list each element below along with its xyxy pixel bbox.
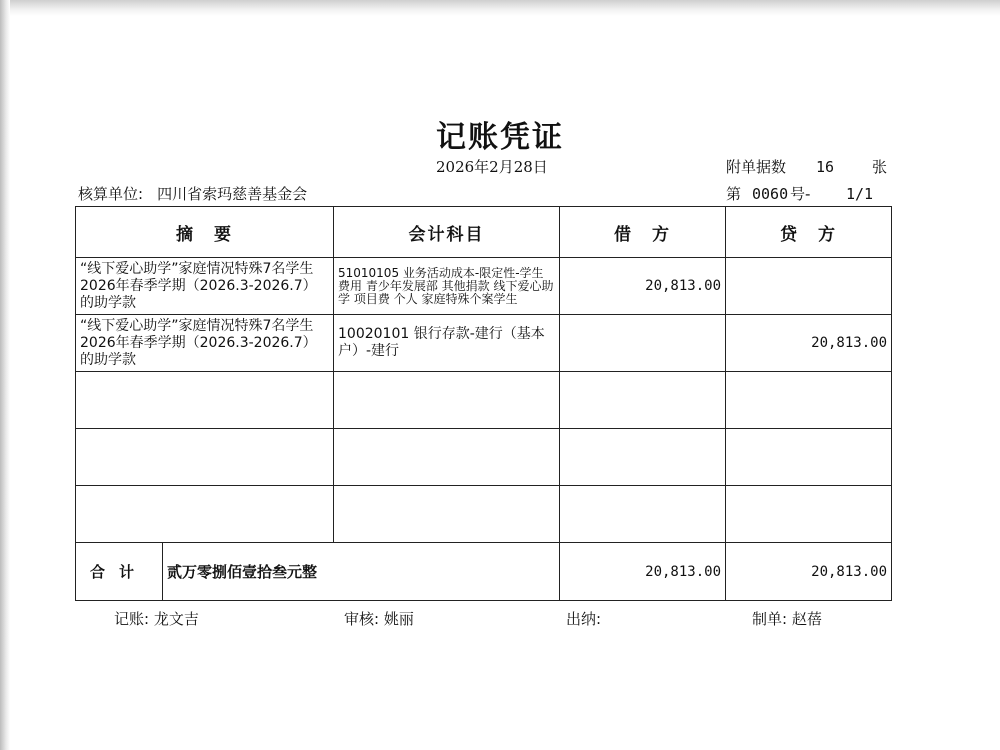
- entry-credit: 20,813.00: [726, 315, 892, 372]
- preparer-name: 赵蓓: [791, 610, 822, 628]
- voucher-page: 1/1: [846, 185, 874, 203]
- empty-cell: [76, 486, 334, 543]
- cashier-label: 出纳:: [566, 610, 602, 628]
- total-cell: [76, 543, 560, 601]
- empty-cell: [726, 486, 892, 543]
- preparer-label: 制单:: [752, 610, 788, 628]
- org-label: 核算单位:: [78, 185, 144, 203]
- empty-cell: [334, 486, 560, 543]
- accounting-unit: [78, 183, 307, 204]
- col-summary-header: 摘 要: [76, 207, 334, 258]
- col-credit-header: 贷 方: [726, 207, 892, 258]
- empty-cell: [726, 372, 892, 429]
- entry-credit: [726, 258, 892, 315]
- total-debit: 20,813.00: [560, 543, 726, 601]
- header-row: [76, 207, 892, 258]
- empty-cell: [334, 372, 560, 429]
- voucher-number: [726, 183, 873, 204]
- attachment-unit: 张: [872, 158, 888, 176]
- attachment-label: 附单据数: [726, 158, 787, 176]
- entry-row: [76, 315, 892, 372]
- attachment-number: 16: [816, 158, 835, 176]
- bookkeeper-signature: [114, 608, 199, 629]
- total-label: 合计: [76, 543, 163, 600]
- entry-row: [76, 258, 892, 315]
- org-name: 四川省索玛慈善基金会: [157, 185, 308, 203]
- col-account-header: 会计科目: [334, 207, 560, 258]
- empty-row: [76, 429, 892, 486]
- empty-cell: [76, 372, 334, 429]
- empty-cell: [560, 372, 726, 429]
- total-amount-words: 贰万零捌佰壹拾叁元整: [167, 563, 318, 581]
- auditor-label: 审核:: [344, 610, 380, 628]
- empty-cell: [560, 429, 726, 486]
- cashier-signature: [566, 608, 601, 629]
- voucher-table: [75, 206, 892, 601]
- voucher-number-value: 0060: [752, 185, 789, 203]
- entry-summary: “线下爱心助学”家庭情况特殊7名学生2026年春季学期（2026.3-2026.7）的助学款: [76, 315, 334, 372]
- voucher-suffix: 号-: [790, 185, 811, 203]
- entry-debit: 20,813.00: [560, 258, 726, 315]
- empty-cell: [560, 486, 726, 543]
- col-debit-header: 借 方: [560, 207, 726, 258]
- entry-account: 10020101 银行存款-建行（基本户）-建行: [334, 315, 560, 372]
- paper-edge: [0, 0, 1000, 16]
- empty-row: [76, 486, 892, 543]
- voucher-date: 2026年2月28日: [436, 158, 548, 176]
- total-row: [76, 543, 892, 601]
- empty-row: [76, 372, 892, 429]
- voucher-prefix: 第: [726, 185, 742, 203]
- empty-cell: [334, 429, 560, 486]
- attachment-count: [726, 156, 887, 177]
- total-credit: 20,813.00: [726, 543, 892, 601]
- entry-debit: [560, 315, 726, 372]
- empty-cell: [76, 429, 334, 486]
- bookkeeper-name: 龙文吉: [153, 610, 199, 628]
- empty-cell: [726, 429, 892, 486]
- preparer-signature: [752, 608, 822, 629]
- auditor-signature: [344, 608, 414, 629]
- entry-account: 51010105 业务活动成本-限定性-学生费用 青少年发展部 其他捐款 线下爱心助学 项目费 个人 家庭特殊个案学生: [334, 258, 560, 315]
- auditor-name: 姚丽: [383, 610, 414, 628]
- entry-summary: “线下爱心助学”家庭情况特殊7名学生2026年春季学期（2026.3-2026.7）的助学款: [76, 258, 334, 315]
- bookkeeper-label: 记账:: [114, 610, 150, 628]
- voucher-title: 记账凭证: [436, 120, 564, 155]
